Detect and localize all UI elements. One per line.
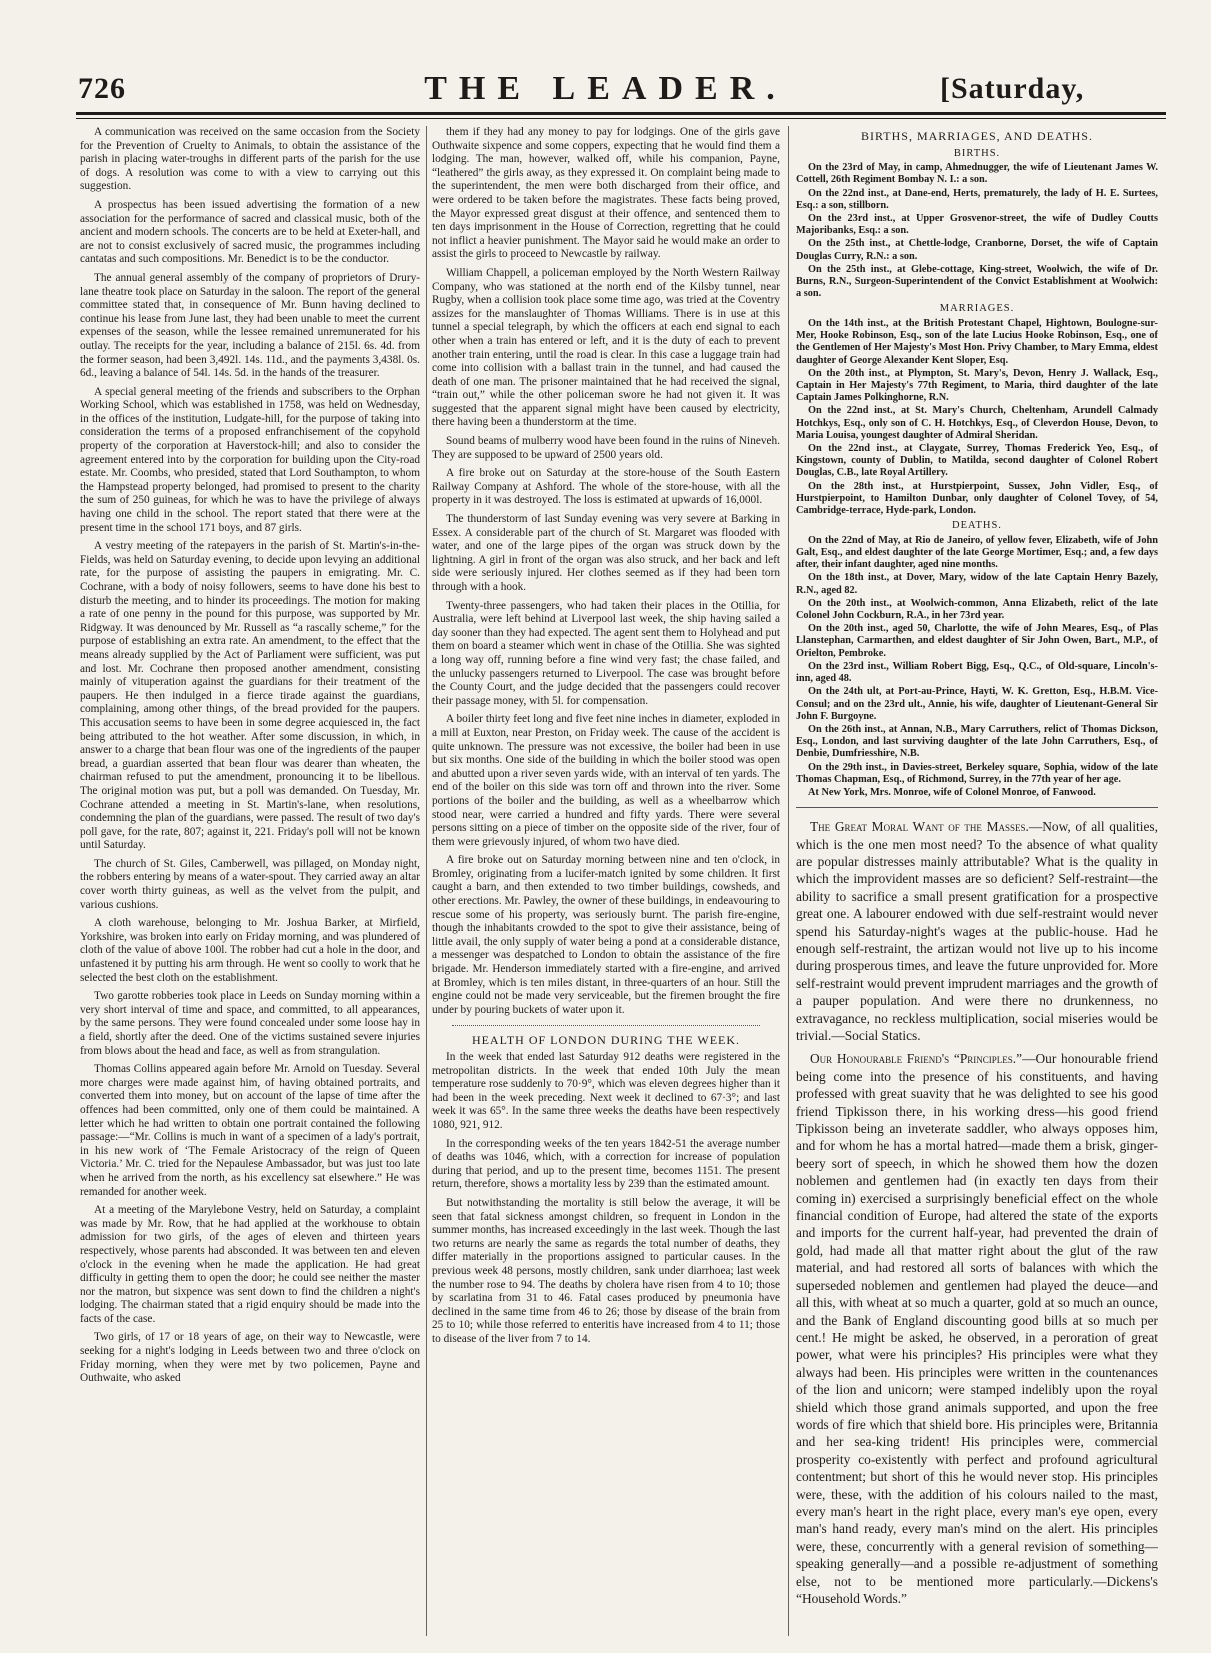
- notice-item: On the 20th inst., at Woolwich-common, Anna Elizabeth, relict of the late Colonel John Cockburn, R.A., in her 73rd year.: [796, 597, 1158, 622]
- notice-item: On the 29th inst., in Davies-street, Berkeley square, Sophia, widow of the late Thomas Chapman, Esq., of Richmond, Surrey, in the 77th year of her age.: [796, 761, 1158, 785]
- health-heading: HEALTH OF LONDON DURING THE WEEK.: [471, 1033, 741, 1048]
- article-paragraph: A boiler thirty feet long and five feet nine inches in diameter, exploded in a mill at Euxton, near Preston, on Friday week. The cause of the accident is quite unknown. The pressure was not excessive, the boiler had been in use but six months. One side of the building in which the boiler stood was open and abutted upon a river seven yards wide, with an interval of ten yards. The end of the boiler on this side was torn off and thrown into the river. Some portions of the boiler and the building, as well as a wheelbarrow which stood near, were carried a hundred and fifty yards. There were several persons sitting on a piece of timber on the opposite side of the river, four of them were grievously injured, of whom two have died.: [432, 713, 780, 848]
- marriages-label: MARRIAGES.: [939, 303, 1015, 315]
- notice-item: On the 20th inst., at Plympton, St. Mary's, Devon, Henry J. Wallack, Esq., Captain in Her Majesty's 77th Regiment, to Maria, third daughter of the late Captain James Polkinghorne, R.N.: [796, 367, 1158, 404]
- notice-item: On the 26th inst., at Annan, N.B., Mary Carruthers, relict of Thomas Dickson, Esq., London, and last surviving daughter of the late John Carruthers, Esq., of Denbie, Dumfriesshire, N.B.: [796, 723, 1158, 760]
- article-paragraph: The annual general assembly of the company of proprietors of Drury-lane theatre took place on Saturday in the saloon. The report of the general committee stated that, in consequence of Mr. Bunn having declined to continue his lease from June last, they had been unable to meet the current expenses of the season, while the lessee remained unremunerated for his outlay. The receipts for the year, including a balance of 215l. 6s. 4d. from the former season, had been 3,492l. 14s. 11d., and the payments 3,438l. 0s. 6d., leaving a balance of 54l. 14s. 5d. in the hands of the treasurer.: [80, 271, 420, 380]
- notice-item: On the 25th inst., at Glebe-cottage, King-street, Woolwich, the wife of Dr. Burns, R.N., Surgeon-Superintendent of the Convict Establishment at Woolwich: a son.: [796, 263, 1158, 300]
- essay-paragraph: [796, 818, 1158, 1044]
- article-paragraph: At a meeting of the Marylebone Vestry, held on Saturday, a complaint was made by Mr. Row, that he had applied at the workhouse to obtain admission for two girls, of the ages of eleven and thirteen years respectively, whose parents had absconded. It was between ten and eleven o'clock in the evening when he made the application. He had great difficulty in getting them to open the door; he could see neither the master nor the matron, but sixpence was sent down to find the children a night's lodging. The chairman stated that a rigid enquiry should be made into the facts of the case.: [80, 1204, 420, 1325]
- article-paragraph: A cloth warehouse, belonging to Mr. Joshua Barker, at Mirfield, Yorkshire, was broken into early on Friday morning, and was plundered of cloth of the value of above 100l. The robber had cut a hole in the door, and unfastened it by putting his arm through. He went so coolly to work that he selected the best cloth on the establishment.: [80, 917, 420, 984]
- section-divider: [796, 807, 1158, 808]
- masthead-rule-thin: [76, 118, 1166, 119]
- births-label: BIRTHS.: [953, 147, 1001, 159]
- article-paragraph: Two girls, of 17 or 18 years of age, on their way to Newcastle, were seeking for a night's lodging in Leeds between two and three o'clock on Friday morning, when they were met by two policemen, Payne and Outhwaite, who asked: [80, 1331, 420, 1385]
- health-paragraph: In the corresponding weeks of the ten years 1842-51 the average number of deaths was 1046, which, with a correction for increase of population during that period, and up to the present time, becomes 1151. The present return, therefore, shows a mortality less by 239 than the estimated amount.: [432, 1137, 780, 1191]
- notice-item: On the 22nd of May, at Rio de Janeiro, of yellow fever, Elizabeth, wife of John Galt, Esq., and eldest daughter of the late George Mortimer, Esq.; and, a few days after, their infant daughter, aged nine months.: [796, 534, 1158, 571]
- article-paragraph: A vestry meeting of the ratepayers in the parish of St. Martin's-in-the-Fields, was held on Saturday evening, to decide upon levying an additional rate, for the purpose of assisting the paupers in emigrating. Mr. C. Cochrane, with a body of noisy followers, seems to have done his best to disturb the meeting, and to hinder its proceedings. The motion for making a rate of one penny in the pound for this purpose, was supported by Mr. Ridgway. It was denounced by Mr. Russell as “a rascally scheme,” for the purpose of establishing an extra rate. An amendment, to the effect that the means already supplied by the Act of Parliament were sufficient, was put and lost. Mr. Cochrane then proposed another amendment, consisting mainly of vituperation against the guardians for their treatment of the paupers. He then indulged in a fierce tirade against the guardians, complaining, among other things, of the bread provided for the paupers. This accusation seems to have been in some degree acquiesced in, the fact being attributed to the hot weather. After some discussion, in which, in answer to a charge that bean flour was one of the ingredients of the pauper bread, a guardian asserted that bean flour was dearer than wheaten, the chairman refused to put the amendment, pronouncing it to be libellous. The original motion was put, but a poll was demanded. On Tuesday, Mr. Cochrane attended a meeting in St. Martin's-lane, when resolutions, condemning the plan of the guardians, were passed. The result of two day's poll gave, for the rate, 807; against it, 221. Friday's poll will not be known until Saturday.: [80, 540, 420, 852]
- article-paragraph: A fire broke out on Saturday at the store-house of the South Eastern Railway Company at Ashford. The whole of the store-house, with all the property in it was destroyed. The loss is estimated at upwards of 16,000l.: [432, 467, 780, 507]
- masthead-rule: [76, 112, 1166, 115]
- notice-item: On the 22nd inst., at Dane-end, Herts, prematurely, the lady of H. E. Surtees, Esq.: a son, stillborn.: [796, 187, 1158, 211]
- notice-item: On the 23rd inst., William Robert Bigg, Esq., Q.C., of Old-square, Lincoln's-inn, aged 48.: [796, 660, 1158, 685]
- article-paragraph: A special general meeting of the friends and subscribers to the Orphan Working School, which was established in 1758, was held on Wednesday, in the offices of the institution, Ludgate-hill, for the purpose of taking into consideration the terms of a proposed enfranchisement of the copyhold property of the corporation at Haverstock-hill; and also to consider the agreement entered into by the corporation for building upon the City-road estate. Mr. Coombs, who presided, stated that Lord Southampton, to whom the Hampstead property belonged, had promised to present to the charity the sum of 250 guineas, for which he was to have the privilege of always having one child in the school. The report stated that there were at the present time in the school 171 boys, and 87 girls.: [80, 385, 420, 534]
- essay-text: —Our honourable friend being come into the presence of his constituents, and having professed with great suavity that he was delighted to see his good friend Tipkisson there, in his working dress—his good friend Tipkisson being an inveterate saddler, who always opposes him, and for whom he has a mortal hatred—made them a brisk, ginger-beery sort of speech, in which he showed them how the dozen noblemen and gentlemen had (in exactly ten days from their coming in) exercised a surprisingly beneficial effect on the whole financial condition of Europe, had altered the state of the exports and imports for the current half-year, had prevented the drain of gold, had made all that matter right about the glut of the raw material, and had restored all sorts of balances with which the superseded noblemen and gentlemen had played the deuce—and all this, with wheat at so much a quarter, gold at so much an ounce, and the Bank of England discounting good bills at so much per cent.! He might be asked, he observed, in a peroration of great power, what were his principles? His principles were what they always had been. His principles were written in the countenances of the lion and unicorn; were stamped indelibly upon the royal shield which those grand animals supported, and upon the free words of fire which that shield bore. His principles were, Britannia and her sea-king trident! His principles were, commercial prosperity co-existently with perfect and profound agricultural contentment; but short of this he would never stop. His principles were, these, with the addition of his colours nailed to the mast, every man's heart in the right place, every man's eye open, every man's hand ready, every man's mind on the alert. His principles were, these, concurrently with a general revision of something—speaking generally—and a possible re-adjustment of something else, not to be mentioned more particularly.—Dickens's “Household Words.”: [796, 1051, 1158, 1606]
- column-rule: [788, 126, 789, 1636]
- column-rule: [426, 126, 427, 1636]
- column-1: [80, 126, 420, 1641]
- notice-item: On the 24th ult, at Port-au-Prince, Hayti, W. K. Gretton, Esq., H.B.M. Vice-Consul; and on the 23rd ult., Annie, his wife, daughter of Lieutenant-General Sir John F. Burgoyne.: [796, 686, 1158, 722]
- births-marriages-deaths: [796, 130, 1158, 799]
- health-paragraph: In the week that ended last Saturday 912 deaths were registered in the metropolitan districts. In the week that ended 10th July the mean temperature rose suddenly to 70·9°, which was eleven degrees higher than it had been in the week preceding. Next week it declined to 67·3°; and last week it was 65°. In the same three weeks the deaths have been respectively 1080, 921, 912.: [432, 1051, 780, 1131]
- essay-paragraph: [796, 1050, 1158, 1607]
- notice-item: At New York, Mrs. Monroe, wife of Colonel Monroe, of Fanwood.: [808, 786, 1096, 798]
- newspaper-title: THE LEADER.: [424, 70, 787, 107]
- article-paragraph: Thomas Collins appeared again before Mr. Arnold on Tuesday. Several more charges were made against him, of having obtained portraits, and converted them into money, but on account of the lapse of time after the offences had been committed, only one of them could be maintained. A letter which he had written to obtain one portrait contained the following passage:—“Mr. Collins is much in want of a specimen of a lady's portrait, in his new work of ‘The Female Aristocracy of the reign of Queen Victoria.’ Mr. C. tried for the Nepaulese Ambassador, but was just too late when he arrived from the north, as his excellency sat elsewhere.” He was remanded for another week.: [80, 1063, 420, 1198]
- article-paragraph: Two garotte robberies took place in Leeds on Sunday morning within a very short interval of time and space, and committed, to all appearances, by the same persons. They were found concealed under some loose hay in a field, shortly after the deed. One of the victims sustained severe injuries from blows about the head and face, as well as from strangulation.: [80, 990, 420, 1057]
- essay-section: [796, 818, 1158, 1607]
- article-paragraph: A fire broke out on Saturday morning between nine and ten o'clock, in Bromley, originating from a lucifer-match ignited by some children. It first caught a barn, and then extended to two timber buildings, cowsheds, and other erections. Mr. Pawley, the owner of these buildings, in endeavouring to rescue some of his property, was seriously burnt. The parish fire-engine, though the inhabitants crowded to the spot to give their assistance, being of little avail, the only supply of water being a pond at a considerable distance, a messenger was despatched to London to obtain the assistance of the fire brigade. Mr. Henderson immediately started with a fire-engine, and arrived at Bromley, which is ten miles distant, in three-quarters of an hour. Still the engine could not be made very serviceable, but the firemen brought the fire under by pouring buckets of water upon it.: [432, 854, 780, 1016]
- notice-item: On the 23rd of May, in camp, Ahmednugger, the wife of Lieutenant James W. Cottell, 26th Regiment Bombay N. I.: a son.: [796, 162, 1158, 186]
- article-paragraph: The thunderstorm of last Sunday evening was very severe at Barking in Essex. A considerable part of the church of St. Margaret was flooded with water, and one of the large pipes of the organ was struck down by the lightning. A girl in front of the organ was also struck, and her back and left side were seriously injured. Her clothes seemed as if they had been torn through with a hook.: [432, 513, 780, 593]
- notice-item: On the 25th inst., at Chettle-lodge, Cranborne, Dorset, the wife of Captain Douglas Curry, R.N.: a son.: [796, 238, 1158, 262]
- essay-lead: Our Honourable Friend's “Principles.”: [810, 1051, 1023, 1067]
- deaths-label: DEATHS.: [952, 520, 1002, 532]
- column-3: [796, 126, 1158, 1641]
- essay-text: —Now, of all qualities, which is the one men most need? To the absence of what quality are popular distresses mainly attributable? What is the quality in which the improvident masses are so deficient? Self-restraint—the ability to sacrifice a small present gratification for a prospective great one. A labourer endowed with due self-restraint would never spend his Saturday-night's wages at the public-house. Had he enough self-restraint, the artizan would not live up to his income during prosperous times, and leave the future unprovided for. More self-restraint would prevent imprudent marriages and the growth of a pauper population. And were there no drunkenness, no extravagance, no reckless multiplication, social miseries would be trivial.—Social Statics.: [796, 819, 1158, 1043]
- bmd-heading: BIRTHS, MARRIAGES, AND DEATHS.: [861, 129, 1093, 143]
- essay-lead: The Great Moral Want of the Masses.: [810, 819, 1029, 835]
- notice-item: On the 22nd inst., at Claygate, Surrey, Thomas Frederick Yeo, Esq., of Kingstown, county of Dublin, to Matilda, second daughter of Colonel Robert Douglas, C.B., late Royal Artillery.: [796, 443, 1158, 479]
- article-paragraph: The church of St. Giles, Camberwell, was pillaged, on Monday night, the robbers entering by means of a water-spout. They carried away an altar cover worth thirty guineas, as well as the velvet from the pulpit, and various cushions.: [80, 857, 420, 911]
- article-paragraph: A communication was received on the same occasion from the Society for the Prevention of Cruelty to Animals, to obtain the assistance of the parish in placing water-troughs in different parts of the parish for the use of dogs. A resolution was come to with a view to carrying out this suggestion.: [80, 126, 420, 193]
- notice-item: On the 18th inst., at Dover, Mary, widow of the late Captain Henry Bazely, R.N., aged 82.: [796, 572, 1158, 596]
- article-paragraph: A prospectus has been issued advertising the formation of a new association for the performance of sacred and classical music, both of the ancient and modern schools. The concerts are to be held at Exeter-hall, and are not to consist exclusively of sacred music, the programmes including cantatas and such compositions. Mr. Benedict is to be the conductor.: [80, 198, 420, 266]
- column-2: [432, 126, 780, 1641]
- notice-item: On the 28th inst., at Hurstpierpoint, Sussex, John Vidler, Esq., of Hurstpierpoint, to Hamilton Dunbar, only daughter of Colonel Tovey, of 54, Cambridge-terrace, Hyde-park, London.: [796, 480, 1158, 517]
- notice-item: On the 20th inst., aged 50, Charlotte, the wife of John Meares, Esq., of Plas Llanstephan, Carmarthen, and eldest daughter of Sir John Owen, Bart., M.P., of Orielton, Pembroke.: [796, 623, 1158, 659]
- article-paragraph: Sound beams of mulberry wood have been found in the ruins of Nineveh. They are supposed to be upward of 2500 years old.: [432, 435, 780, 461]
- notice-item: On the 23rd inst., at Upper Grosvenor-street, the wife of Dudley Coutts Majoribanks, Esq.: a son.: [796, 213, 1158, 237]
- notice-item: On the 14th inst., at the British Protestant Chapel, Hightown, Boulogne-sur-Mer, Hooke Robinson, Esq., son of the late Lucius Hooke Robinson, Esq., one of the Gentlemen of Her Majesty's Most Hon. Privy Chamber, to Mary Emma, eldest daughter of George Alexander Kent Sloper, Esq.: [796, 318, 1158, 366]
- page-number: 726: [78, 72, 126, 105]
- article-paragraph: William Chappell, a policeman employed by the North Western Railway Company, who was stationed at the north end of the Kilsby tunnel, near Rugby, when a collision took place some time ago, was tried at the Coventry assizes for the manslaughter of Thomas Williams. There is in use at this tunnel a special telegraph, by which the officers at each end signal to each other when a train has entered or left, and it is the duty of each to prevent another train entering, until the road is clear. In this case a luggage train had come into collision with a ballast train in the tunnel, and had caused the death of one man. The prisoner maintained that he had received the signal, “train out,” while the other policeman swore he had not given it. It was suggested that the apparent signal might have been caused by electricity, there having been a thunderstorm at the time.: [432, 266, 780, 429]
- masthead: [0, 0, 1211, 118]
- article-paragraph: Twenty-three passengers, who had taken their places in the Otillia, for Australia, were left behind at Liverpool last week, the ship having sailed a day sooner than they had expected. The agent sent them to Holyhead and put them on board a steamer which went in chase of the Otillia. She was sighted a long way off, running before a fine wind very fast; the chase failed, and the unlucky passengers returned to Liverpool. The case was brought before the County Court, and the judge decided that the passengers could recover their passage money, with 5l. for compensation.: [432, 599, 780, 707]
- notice-item: On the 22nd inst., at St. Mary's Church, Cheltenham, Arundell Calmady Hotchkys, Esq., only son of C. H. Hotchkys, Esq., of Cleverdon House, Devon, to Maria Louisa, youngest daughter of Admiral Sheridan.: [796, 405, 1158, 441]
- article-paragraph: them if they had any money to pay for lodgings. One of the girls gave Outhwaite sixpence and some coppers, expecting that he would find them a lodging. The man, however, walked off, while his companion, Payne, “leathered” the girls away, as they expressed it. On complaint being made to the superintendent, the men were both discharged from their office, and were ordered to be taken before the magistrates. These facts being proved, the Mayor expressed great disgust at their offence, and sentenced them to ten days imprisonment in the House of Correction, regretting that he could not inflict a heavier punishment. The Mayor said he would make an order to assist the girls to proceed to Newcastle by railway.: [432, 126, 780, 261]
- health-paragraph: But notwithstanding the mortality is still below the average, it will be seen that fatal sickness amongst children, so frequent in London in the summer months, has increased exceedingly in the last week. Though the last two returns are nearly the same as regards the total number of deaths, they differ materially in the proportions assigned to particular causes. In the previous week 48 persons, mostly children, sank under diarrhoea; last week the number rose to 94. The deaths by cholera have risen from 4 to 10; those by scarlatina from 31 to 46. Fatal cases produced by pneumonia have declined in the same time from 46 to 26; those by disease of the brain from 25 to 10; while those referred to enteritis have increased from 4 to 11; those to disease of the liver from 7 to 14.: [432, 1196, 780, 1345]
- issue-day: [Saturday,: [940, 72, 1085, 105]
- section-divider: [452, 1025, 760, 1026]
